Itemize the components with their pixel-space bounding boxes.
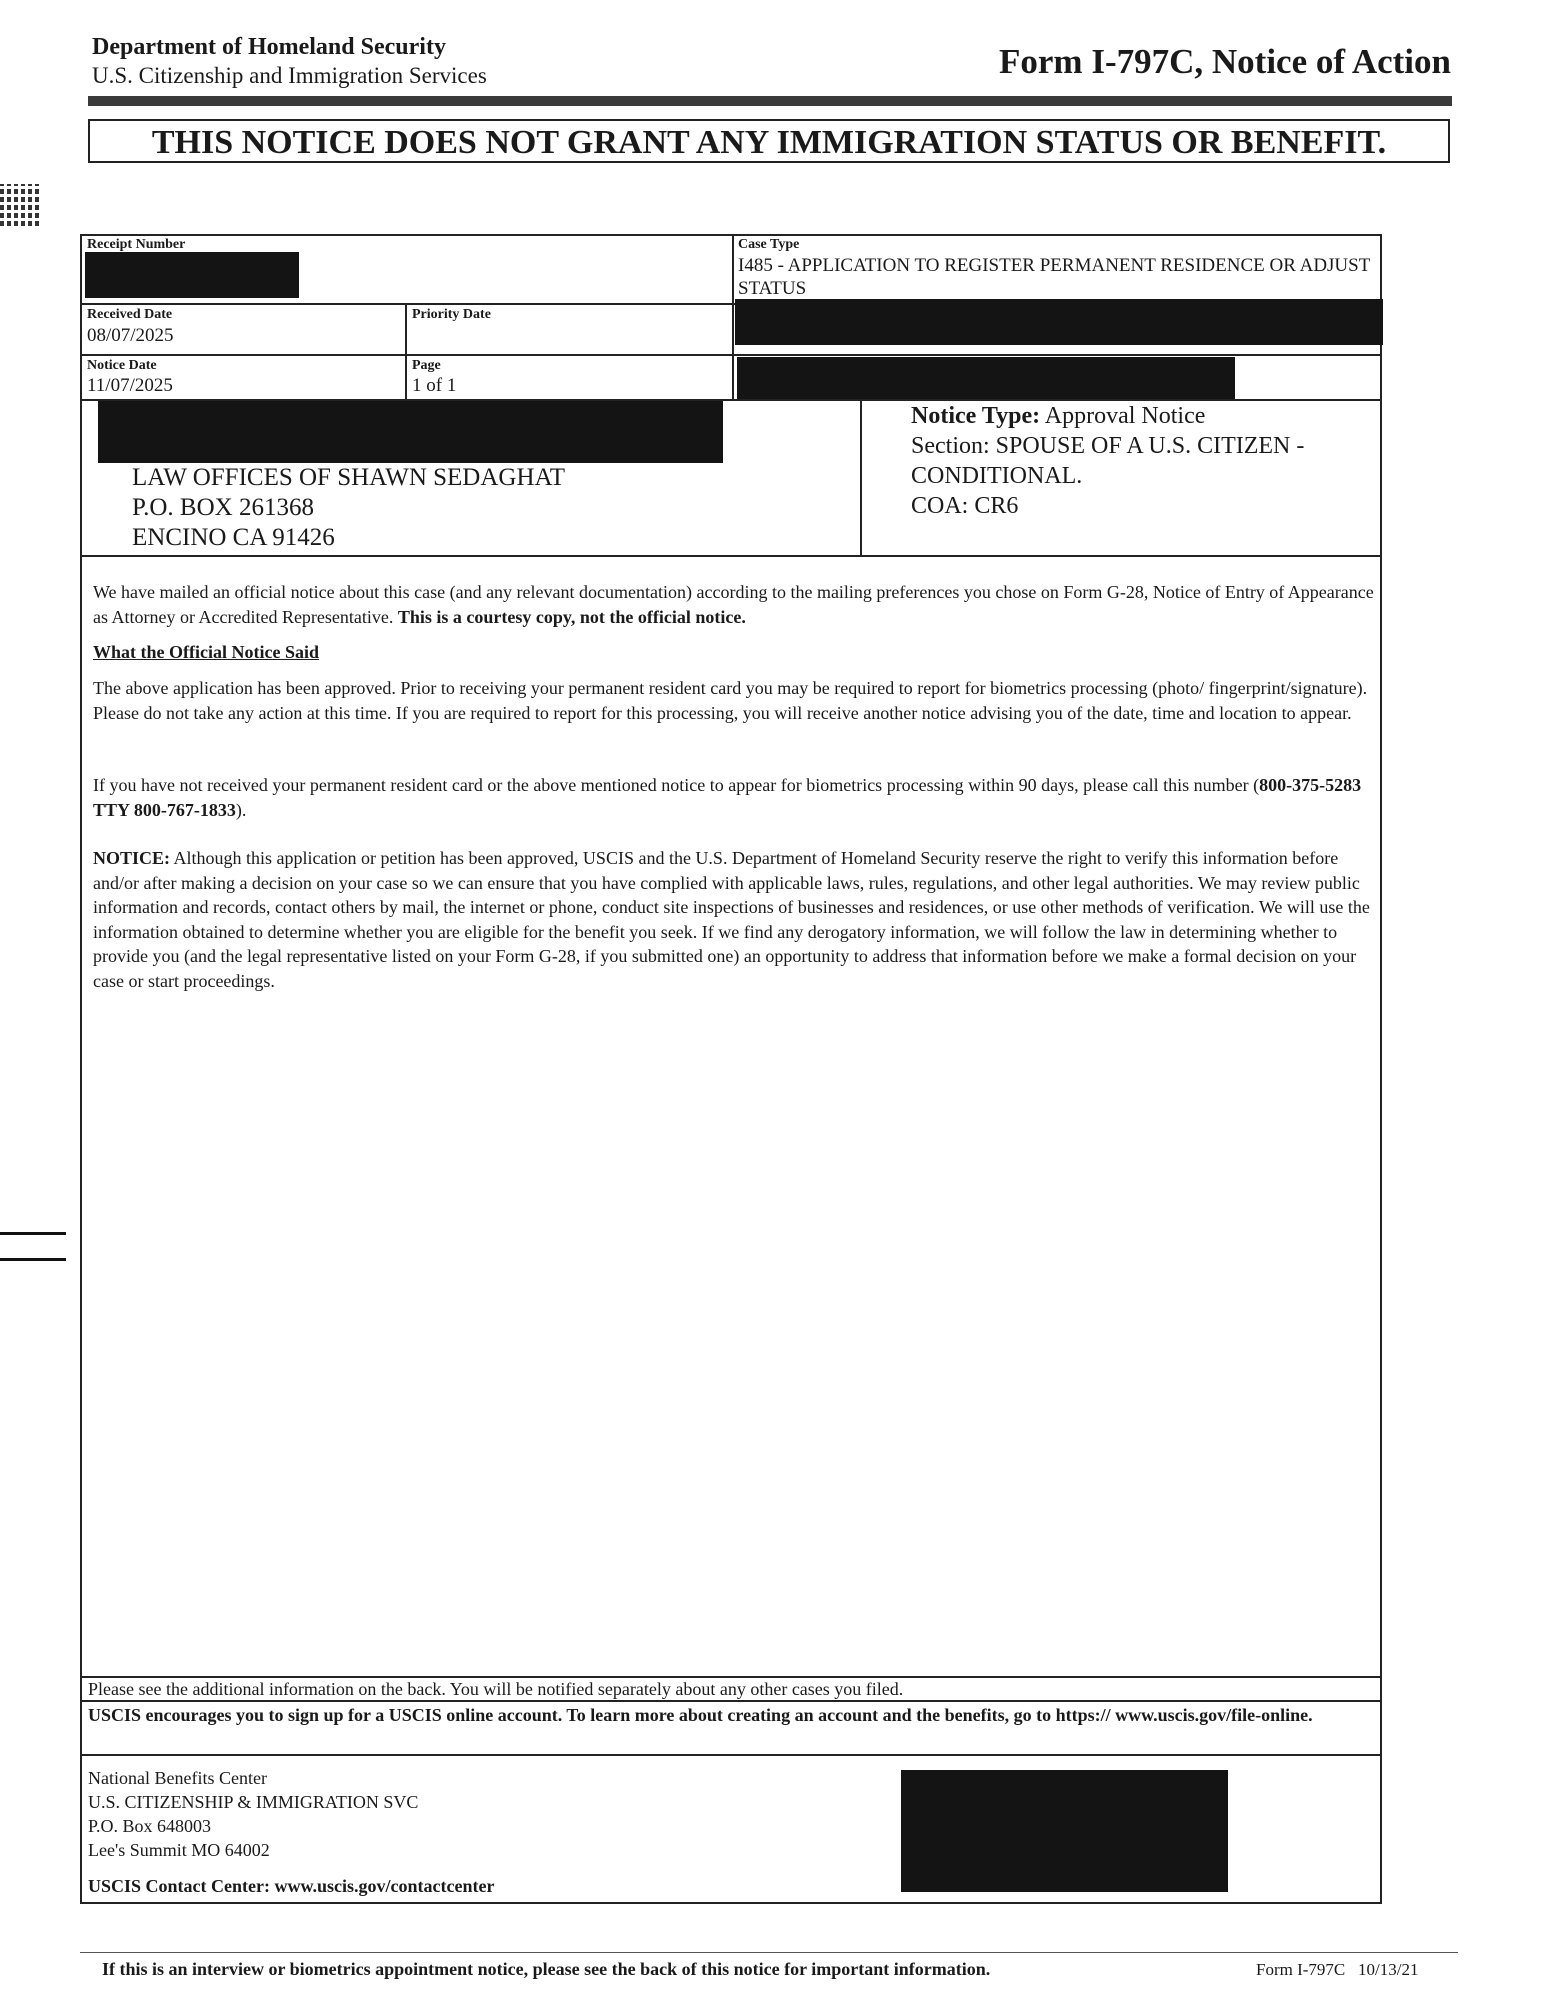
redacted-applicant-name xyxy=(735,299,1383,345)
page-value: 1 of 1 xyxy=(412,375,457,396)
redacted-field xyxy=(737,357,1235,399)
notice-label: NOTICE: xyxy=(93,848,171,868)
redacted-barcode xyxy=(901,1770,1228,1892)
agency-name: Department of Homeland Security xyxy=(92,34,446,60)
received-date-value: 08/07/2025 xyxy=(87,325,174,346)
address-line: U.S. CITIZENSHIP & IMMIGRATION SVC xyxy=(88,1792,419,1812)
notice-type-block xyxy=(911,401,1304,521)
form-id: Form I-797C 10/13/21 xyxy=(1256,1960,1419,1979)
grid-line xyxy=(732,234,734,401)
approval-paragraph: The above application has been approved. Prior to receiving your permanent resident card you may be required to report for biometrics processing (photo/ fingerprint/signature). Please do not take any action at this time. If you are required to report for this processing, you will receive another notice advising you of the date, time and location to appear. xyxy=(93,678,1368,723)
redacted-receipt-number xyxy=(85,252,299,298)
notice-type-label: Notice Type: xyxy=(911,403,1041,429)
case-type-value: I485 - APPLICATION TO REGISTER PERMANENT RESIDENCE OR ADJUST STATUS xyxy=(738,255,1370,299)
notice-date-label: Notice Date xyxy=(87,358,157,373)
case-type-label: Case Type xyxy=(738,237,800,252)
page-label: Page xyxy=(412,358,441,373)
status-banner: THIS NOTICE DOES NOT GRANT ANY IMMIGRATION STATUS OR BENEFIT. xyxy=(88,119,1450,163)
redacted-attorney-name xyxy=(98,401,723,463)
address-line: P.O. BOX 261368 xyxy=(132,494,314,521)
address-line: LAW OFFICES OF SHAWN SEDAGHAT xyxy=(132,464,566,491)
section-line: Section: SPOUSE OF A U.S. CITIZEN - xyxy=(911,433,1305,459)
grid-line xyxy=(80,555,1382,557)
footer-divider xyxy=(80,1952,1458,1953)
footer-note: If this is an interview or biometrics appointment notice, please see the back of this notice for important information. xyxy=(102,1959,991,1979)
agency-subname: U.S. Citizenship and Immigration Services xyxy=(92,63,487,88)
notice-date-value: 11/07/2025 xyxy=(87,375,173,396)
courtesy-copy-note: This is a courtesy copy, not the official notice. xyxy=(397,606,746,627)
notice-text: Although this application or petition has been approved, USCIS and the U.S. Department of Homeland Security reserve the right to verify this information before and/or after making a decision on your case so we can ensure that you have complied with applicable laws, rules, regulations, and other legal authorities. We may review public information and records, contact others by mail, the internet or phone, conduct site inspections of businesses and residences, or use other methods of verification. We will use the information obtained to determine whether you are eligible for the benefit you seek. If we find any derogatory information, we will follow the law in determining whether to provide you (and the legal representative listed on your Form G-28, if you submitted one) an opportunity to address that information before we make a formal decision on your case or start proceedings. xyxy=(93,848,1370,991)
received-date-label: Received Date xyxy=(87,307,173,322)
form-title: Form I-797C, Notice of Action xyxy=(999,42,1451,81)
contact-center: USCIS Contact Center: www.uscis.gov/contactcenter xyxy=(88,1876,495,1896)
benefits-center-address xyxy=(88,1766,418,1862)
header-divider xyxy=(88,96,1452,106)
online-account-note: USCIS encourages you to sign up for a USCIS online account. To learn more about creating an account and the benefits, go to https:// www.uscis.gov/file-online. xyxy=(88,1705,1313,1725)
priority-date-label: Priority Date xyxy=(412,307,491,322)
grid-line xyxy=(860,399,862,556)
biometrics-text: If you have not received your permanent resident card or the above mentioned notice to appear for biometrics processing within 90 days, please call this number ( xyxy=(93,775,1260,795)
phone-number: 800-375-5283 TTY 800-767-1833 xyxy=(93,775,1362,820)
additional-info: Please see the additional information on the back. You will be notified separately about any other cases you filed. xyxy=(88,1679,904,1699)
intro-text: We have mailed an official notice about this case (and any relevant documentation) according to the mailing preferences you chose on Form G-28, Notice of Entry of Appearance as Attorney or Accredited Representative. xyxy=(93,582,1374,627)
mailing-address xyxy=(132,463,565,553)
coa-line: COA: CR6 xyxy=(911,493,1019,519)
receipt-number-label: Receipt Number xyxy=(87,237,186,252)
intro-paragraph xyxy=(93,580,1375,629)
address-line: National Benefits Center xyxy=(88,1768,267,1788)
section-heading: What the Official Notice Said xyxy=(93,642,319,662)
biometrics-paragraph xyxy=(93,773,1375,822)
barcode-icon xyxy=(0,184,40,226)
margin-mark xyxy=(0,1258,66,1261)
notice-type-value: Approval Notice xyxy=(1044,403,1206,429)
section-line: CONDITIONAL. xyxy=(911,463,1083,489)
grid-line xyxy=(405,303,407,400)
address-line: Lee's Summit MO 64002 xyxy=(88,1840,270,1860)
biometrics-text-end: ). xyxy=(235,799,247,820)
notice-paragraph xyxy=(93,846,1375,993)
address-line: ENCINO CA 91426 xyxy=(132,524,335,551)
address-line: P.O. Box 648003 xyxy=(88,1816,212,1836)
margin-mark xyxy=(0,1232,66,1235)
grid-line xyxy=(80,354,1382,356)
